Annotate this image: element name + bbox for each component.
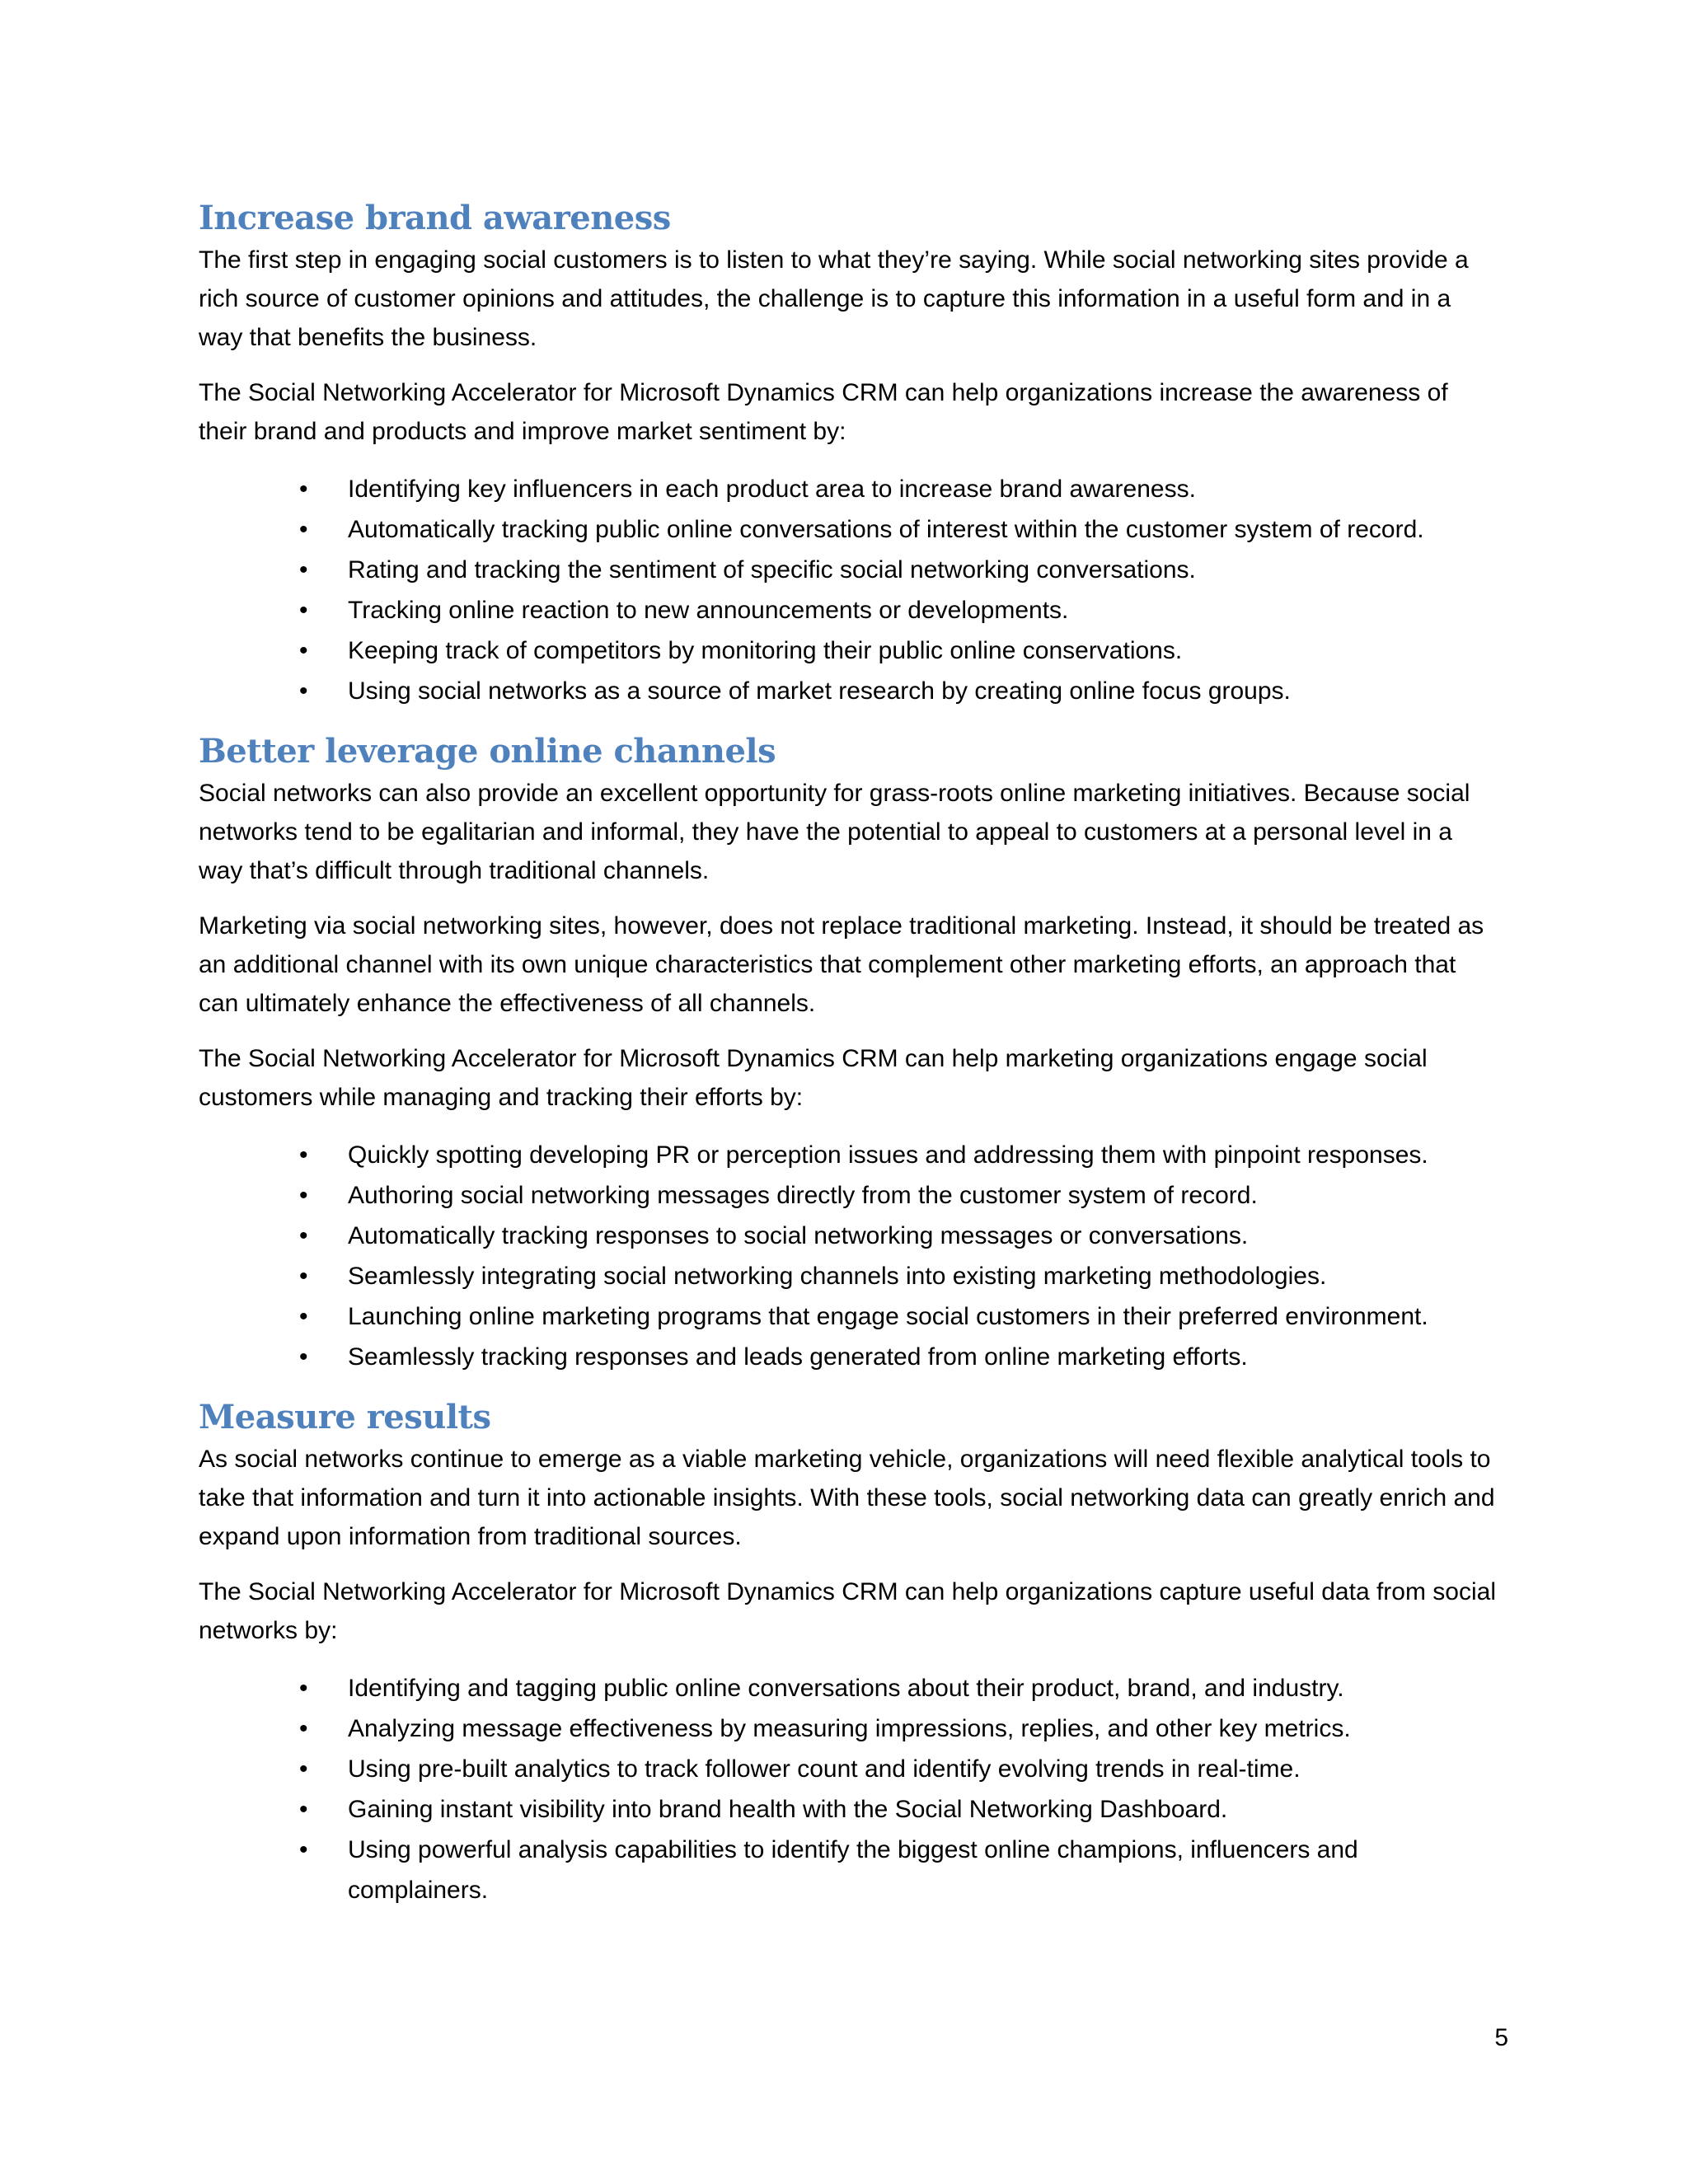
paragraph: The first step in engaging social customers is to listen to what they’re saying. While social networking sites provide a rich source of customer opinions and attitudes, the challenge is to capture this information in a useful form and in a way that benefits the business. (199, 246, 1469, 351)
list-item (199, 509, 1501, 550)
paragraph: As social networks continue to emerge as a viable marketing vehicle, organizations will need flexible analytical tools to take that information and turn it into actionable insights. With these tools, social networking data can greatly enrich and expand upon information from traditional sources. (199, 1446, 1495, 1550)
bullet-list (199, 469, 1501, 711)
paragraph: Marketing via social networking sites, however, does not replace traditional marketing. Instead, it should be treated as an additional channel with its own unique characteristics that complement other marketing efforts, an approach that can ultimately enhance the effectiveness of all channels. (199, 912, 1484, 1017)
paragraph: The Social Networking Accelerator for Microsoft Dynamics CRM can help organizations increase the awareness of their brand and products and improve market sentiment by: (199, 379, 1448, 445)
list-item-text: Tracking online reaction to new announcements or developments. (348, 597, 1069, 624)
bullet-icon: • (299, 1263, 308, 1290)
list-item (199, 1668, 1501, 1708)
bullet-icon: • (299, 1755, 308, 1783)
paragraph: The Social Networking Accelerator for Microsoft Dynamics CRM can help organizations capture useful data from social networks by: (199, 1578, 1497, 1644)
bullet-icon: • (299, 1675, 308, 1702)
list-item-text: Quickly spotting developing PR or perception issues and addressing them with pinpoint responses. (348, 1141, 1428, 1169)
bullet-icon: • (299, 1303, 308, 1330)
list-item-text: Using social networks as a source of market research by creating online focus groups. (348, 677, 1291, 705)
list-item (199, 1256, 1501, 1296)
list-item (199, 1175, 1501, 1216)
bullet-icon: • (299, 1836, 308, 1863)
section-measure-results (199, 1395, 1501, 1910)
list-item (199, 590, 1501, 630)
list-item (199, 469, 1501, 509)
bullet-icon: • (299, 1715, 308, 1742)
list-item-text: Keeping track of competitors by monitoring their public online conservations. (348, 637, 1183, 664)
list-item-text: Identifying and tagging public online conversations about their product, brand, and industry. (348, 1675, 1344, 1702)
list-item-text: Launching online marketing programs that engage social customers in their preferred environment. (348, 1303, 1428, 1330)
list-item-text: Analyzing message effectiveness by measuring impressions, replies, and other key metrics. (348, 1715, 1351, 1742)
list-item (199, 630, 1501, 671)
section-heading: Better leverage online channels (199, 732, 776, 771)
list-item-text: Automatically tracking public online conversations of interest within the customer system of record. (348, 516, 1424, 543)
bullet-icon: • (299, 1343, 308, 1371)
bullet-list (199, 1668, 1501, 1910)
list-item-text: Authoring social networking messages directly from the customer system of record. (348, 1182, 1258, 1209)
section-heading: Increase brand awareness (199, 199, 671, 237)
paragraph: Social networks can also provide an excellent opportunity for grass-roots online marketing initiatives. Because social networks tend to be egalitarian and informal, they have the potential to appeal to customers at a personal level in a way that’s difficult through traditional channels. (199, 780, 1470, 884)
bullet-icon: • (299, 597, 308, 624)
list-item-text: Gaining instant visibility into brand health with the Social Networking Dashboard. (348, 1796, 1228, 1823)
list-item-text: Using pre-built analytics to track follower count and identify evolving trends in real-time. (348, 1755, 1301, 1783)
list-item (199, 1337, 1501, 1377)
list-item-text: Automatically tracking responses to social networking messages or conversations. (348, 1222, 1249, 1249)
list-item (199, 1135, 1501, 1175)
paragraph: The Social Networking Accelerator for Microsoft Dynamics CRM can help marketing organizations engage social customers while managing and tracking their efforts by: (199, 1045, 1428, 1111)
bullet-icon: • (299, 1796, 308, 1823)
bullet-icon: • (299, 1182, 308, 1209)
list-item-text: Identifying key influencers in each product area to increase brand awareness. (348, 476, 1196, 503)
page-content (199, 196, 1501, 1929)
list-item (199, 550, 1501, 590)
bullet-icon: • (299, 476, 308, 503)
list-item-text: Seamlessly integrating social networking channels into existing marketing methodologies. (348, 1263, 1327, 1290)
bullet-icon: • (299, 556, 308, 583)
list-item (199, 1708, 1501, 1749)
list-item (199, 1296, 1501, 1337)
list-item (199, 1830, 1501, 1910)
list-item-text: Seamlessly tracking responses and leads generated from online marketing efforts. (348, 1343, 1248, 1371)
bullet-icon: • (299, 637, 308, 664)
list-item (199, 671, 1501, 711)
bullet-icon: • (299, 677, 308, 705)
bullet-icon: • (299, 1141, 308, 1169)
section-better-leverage-online-channels (199, 729, 1501, 1377)
list-item (199, 1789, 1501, 1830)
section-heading: Measure results (199, 1398, 491, 1436)
list-item-text: Using powerful analysis capabilities to identify the biggest online champions, influencers and complainers. (348, 1836, 1358, 1904)
list-item (199, 1749, 1501, 1789)
bullet-list (199, 1135, 1501, 1377)
section-increase-brand-awareness (199, 196, 1501, 711)
bullet-icon: • (299, 1222, 308, 1249)
page-number: 5 (1494, 2024, 1508, 2051)
bullet-icon: • (299, 516, 308, 543)
list-item (199, 1216, 1501, 1256)
list-item-text: Rating and tracking the sentiment of specific social networking conversations. (348, 556, 1196, 583)
